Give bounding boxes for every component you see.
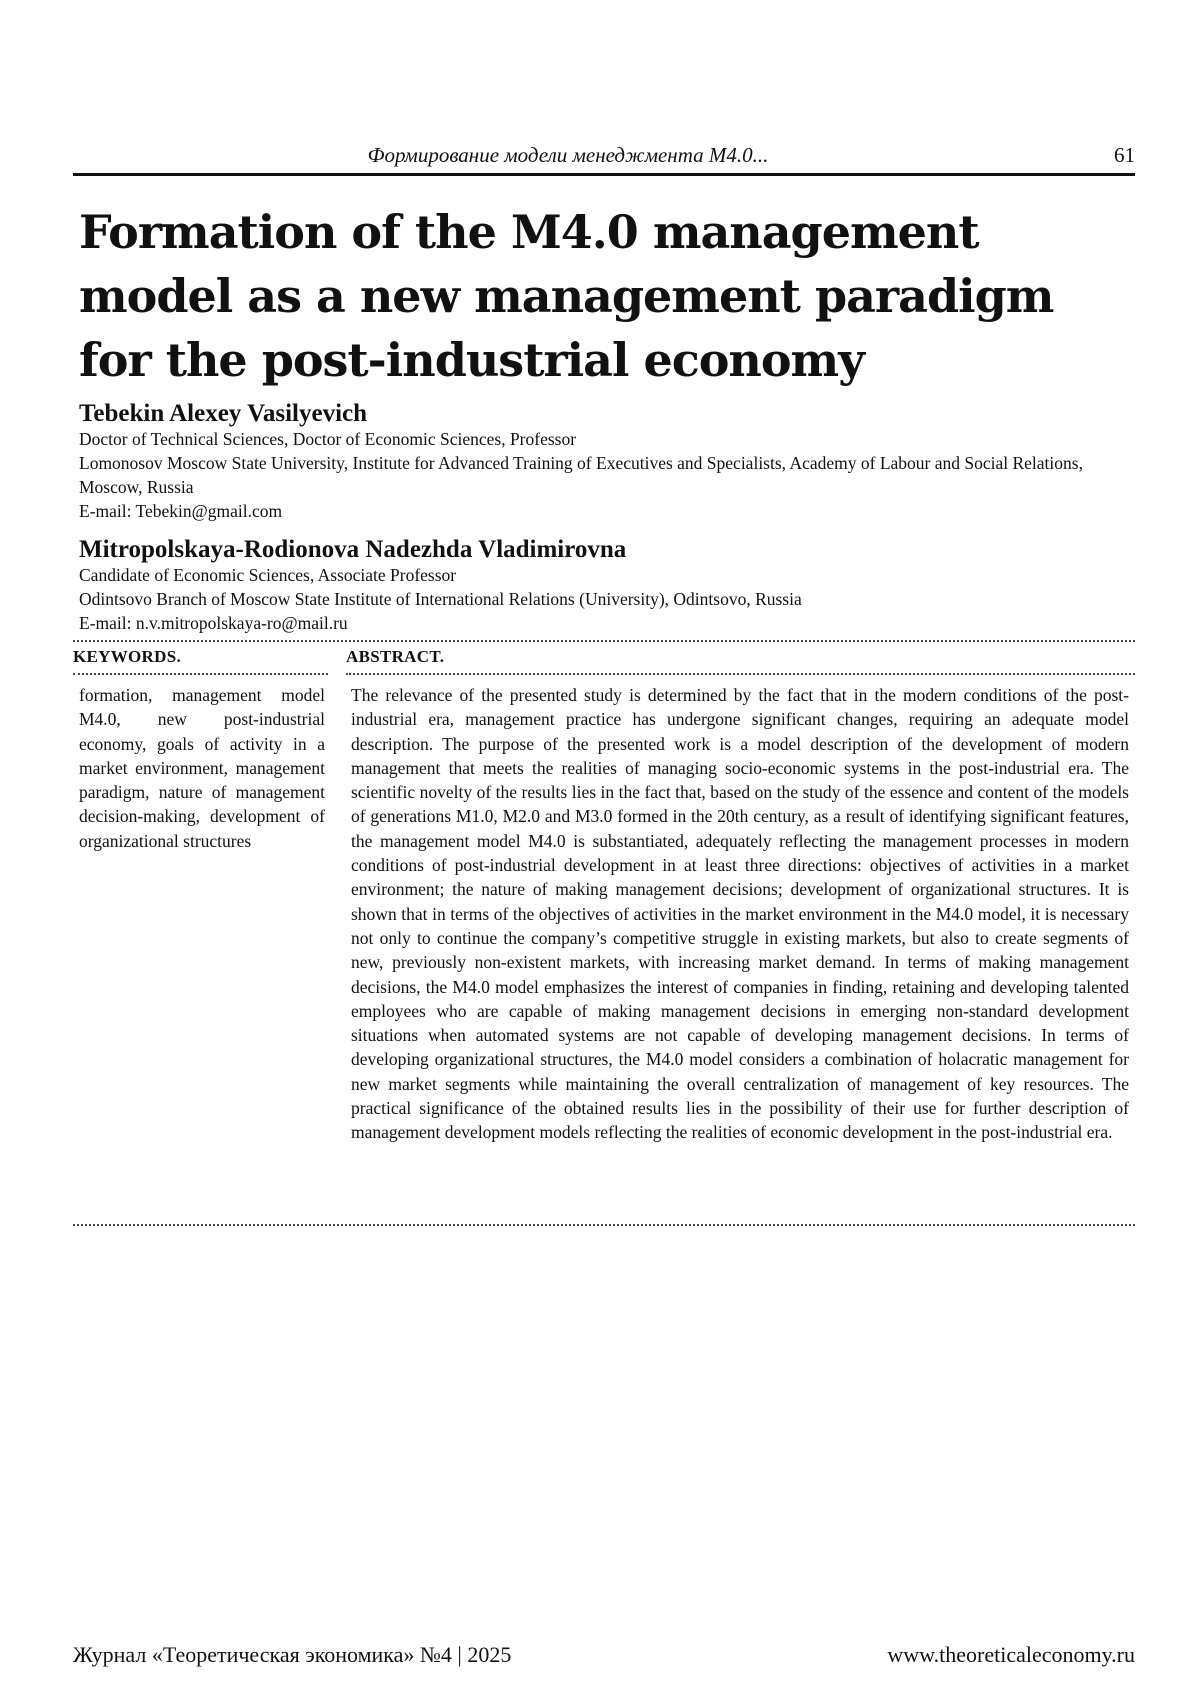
divider-dotted [346, 673, 1135, 675]
footer-url[interactable]: www.theoreticaleconomy.ru [887, 1642, 1135, 1667]
abstract-text: The relevance of the presented study is determined by the fact that in the modern conditions of the post-industrial era, management practice has undergone significant changes, requiring an adequate model description. The purpose of the presented work is a model description of the development of modern management that meets the realities of managing socio-economic systems in the post-industrial era. The scientific novelty of the results lies in the fact that, based on the study of the essence and content of the models of generations M1.0, M2.0 and M3.0 formed in the 20th century, as a result of identifying significant features, the management model M4.0 is substantiated, adequately reflecting the management processes in modern conditions of post-industrial development in at least three directions: objectives of activities in a market environment; the nature of making management decisions; development of organizational structures. It is shown that in terms of the objectives of activities in the market environment in the M4.0 model, it is necessary not only to continue the company’s competitive struggle in existing markets, but also to create segments of new, previously non-existent markets, with increasing market demand. In terms of making management decisions, the M4.0 model emphasizes the interest of companies in finding, retaining and developing talented employees who are capable of making management decisions in emerging non-standard development situations when automated systems are not capable of developing management decisions. In terms of developing organizational structures, the M4.0 model considers a combination of holacratic management for new market segments while maintaining the overall centralization of management of key resources. The practical significance of the obtained results lies in the possibility of their use for further description of management development models reflecting the realities of economic development in the post-industrial era. [351, 685, 1129, 1143]
running-header [73, 141, 1135, 176]
divider-dotted [73, 673, 328, 675]
abstract-heading: ABSTRACT. [346, 647, 445, 666]
footer-journal: Журнал «Теоретическая экономика» №4 | 2025 [73, 1642, 512, 1667]
author-affiliation: Odintsovo Branch of Moscow State Institute of International Relations (University), Odintsovo, Russia [79, 589, 802, 609]
page-footer [73, 1642, 1135, 1672]
author-email[interactable]: E-mail: n.v.mitropolskaya-ro@mail.ru [79, 613, 348, 633]
page-number: 61 [1114, 143, 1135, 167]
author-email[interactable]: E-mail: Tebekin@gmail.com [79, 501, 283, 521]
author-degree: Doctor of Technical Sciences, Doctor of Economic Sciences, Professor [79, 429, 577, 449]
keywords-text: formation, management model M4.0, new post-industrial economy, goals of activity in a market environment, management paradigm, nature of management decision-making, development of organizational structures [79, 685, 325, 851]
author-degree: Candidate of Economic Sciences, Associate Professor [79, 565, 457, 585]
keywords-heading: KEYWORDS. [73, 647, 182, 666]
article-title: Formation of the M4.0 management model as a new management paradigm for the post-industrial economy [79, 205, 1054, 387]
divider-dotted [73, 640, 1135, 642]
author-block-1 [79, 400, 1129, 523]
author-name: Mitropolskaya-Rodionova Nadezhda Vladimirovna [79, 536, 627, 563]
running-title: Формирование модели менеджмента М4.0... [367, 143, 769, 167]
author-name: Tebekin Alexey Vasilyevich [79, 400, 368, 427]
author-block-2 [79, 536, 1129, 635]
author-affiliation: Lomonosov Moscow State University, Institute for Advanced Training of Executives and Specialists, Academy of Labour and Social Relations, Moscow, Russia [79, 453, 1083, 497]
divider-dotted [73, 1224, 1135, 1226]
journal-page [73, 0, 1135, 1697]
